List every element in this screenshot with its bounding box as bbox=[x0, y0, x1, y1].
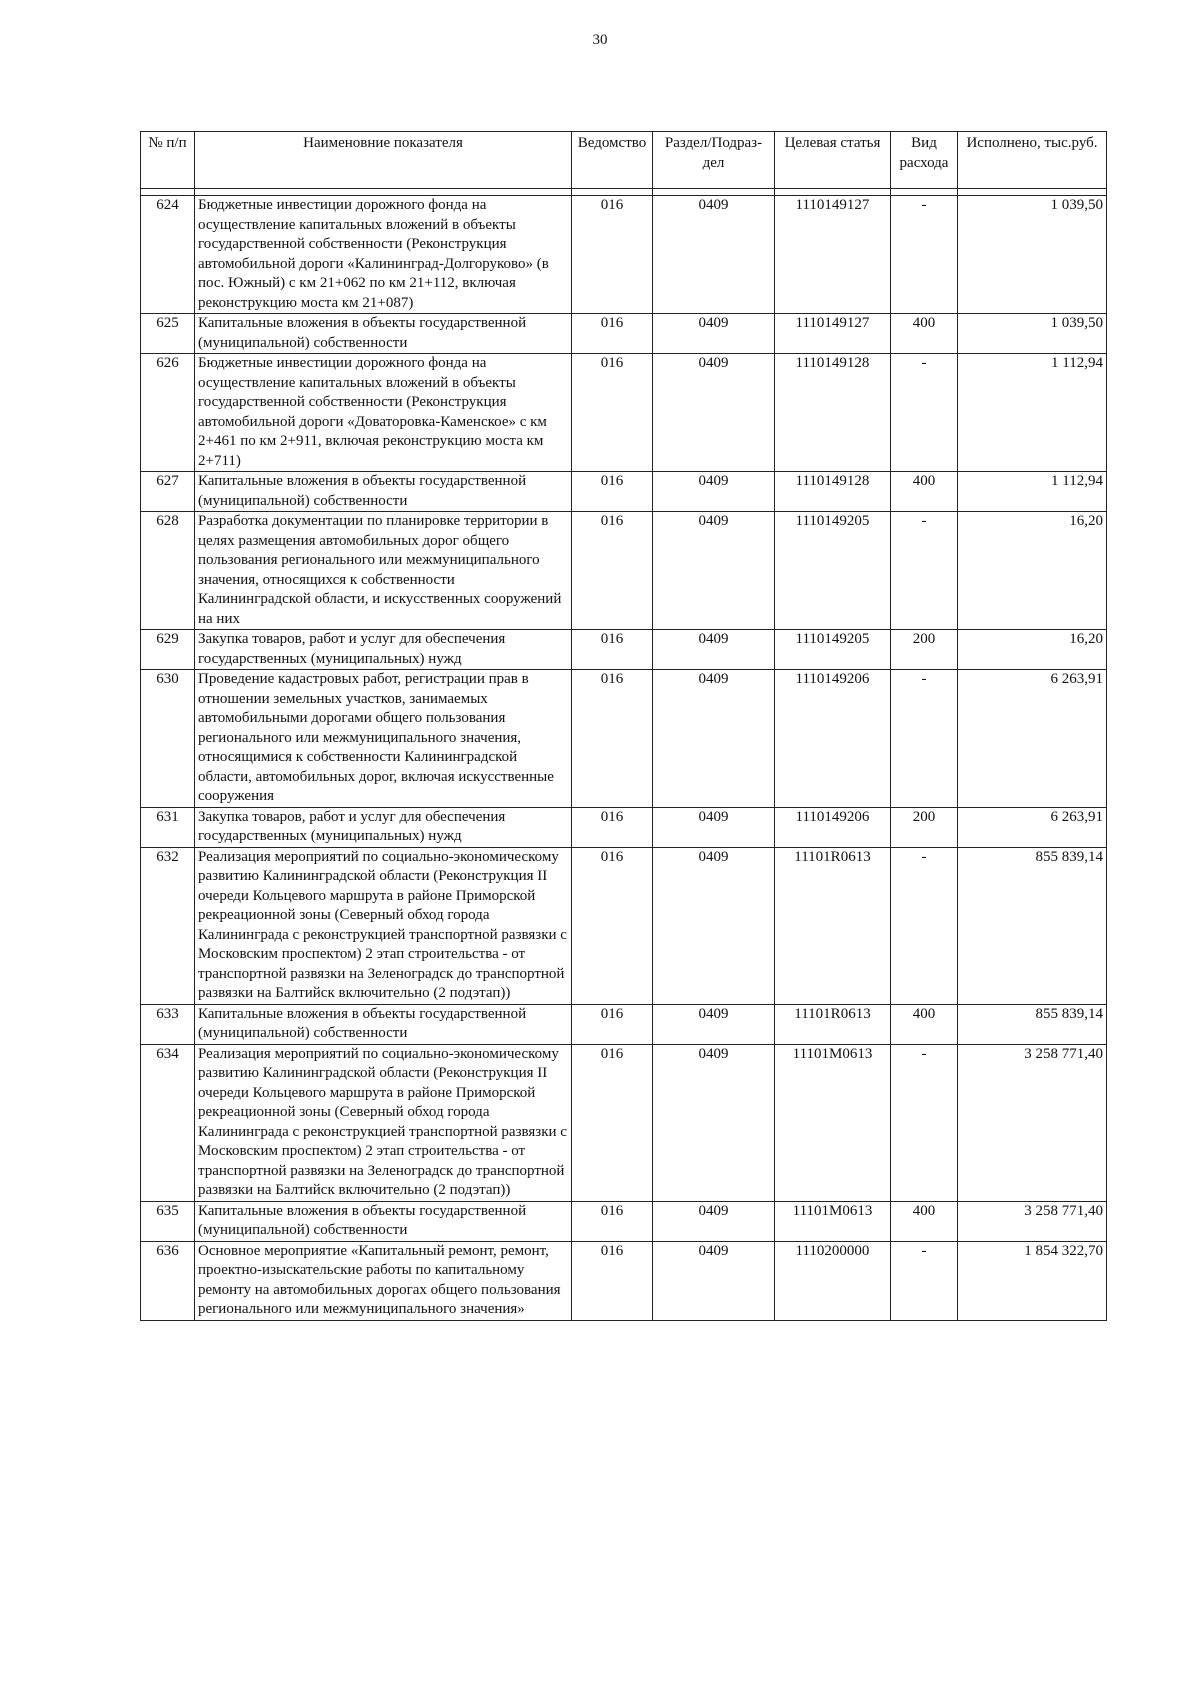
row-target: 11101R0613 bbox=[775, 847, 891, 1004]
table-row bbox=[141, 630, 1107, 670]
row-number: 635 bbox=[141, 1201, 195, 1241]
row-section: 0409 bbox=[653, 1044, 775, 1201]
row-amount: 1 854 322,70 bbox=[958, 1241, 1107, 1320]
row-name: Реализация мероприятий по социально-экономическому развитию Калининградской области (Реконструкция II очереди Кольцевого маршрута в районе Приморской рекреационной зоны (Северный обход города Калининграда с реконструкцией транспортной развязки с Московским проспектом) 2 этап строительства - от транспортной развязки на Зеленоградск до транспортной развязки на Балтийск включительно (2 подэтап)) bbox=[195, 847, 572, 1004]
row-name: Капитальные вложения в объекты государственной (муниципальной) собственности bbox=[195, 472, 572, 512]
row-amount: 3 258 771,40 bbox=[958, 1044, 1107, 1201]
row-target: 1110200000 bbox=[775, 1241, 891, 1320]
budget-table bbox=[140, 131, 1107, 1321]
row-expense-type: 400 bbox=[891, 314, 958, 354]
table-row bbox=[141, 1004, 1107, 1044]
row-section: 0409 bbox=[653, 512, 775, 630]
row-expense-type: - bbox=[891, 1241, 958, 1320]
row-dept: 016 bbox=[572, 354, 653, 472]
table-row bbox=[141, 196, 1107, 314]
row-expense-type: 400 bbox=[891, 472, 958, 512]
row-name: Разработка документации по планировке территории в целях размещения автомобильных дорог общего пользования регионального или межмуниципального значения, относящихся к собственности Калининградской области, и искусственных сооружений на них bbox=[195, 512, 572, 630]
table-row bbox=[141, 1241, 1107, 1320]
row-expense-type: - bbox=[891, 512, 958, 630]
row-dept: 016 bbox=[572, 807, 653, 847]
row-target: 11101M0613 bbox=[775, 1201, 891, 1241]
header-executed: Исполнено, тыс.руб. bbox=[958, 132, 1107, 189]
table-row bbox=[141, 314, 1107, 354]
row-number: 626 bbox=[141, 354, 195, 472]
row-number: 625 bbox=[141, 314, 195, 354]
table-row bbox=[141, 354, 1107, 472]
row-expense-type: 400 bbox=[891, 1004, 958, 1044]
header-name: Наименовние показателя bbox=[195, 132, 572, 189]
row-section: 0409 bbox=[653, 314, 775, 354]
row-amount: 3 258 771,40 bbox=[958, 1201, 1107, 1241]
header-section: Раздел/Подраз-дел bbox=[653, 132, 775, 189]
row-amount: 16,20 bbox=[958, 512, 1107, 630]
row-amount: 6 263,91 bbox=[958, 670, 1107, 808]
row-number: 634 bbox=[141, 1044, 195, 1201]
row-amount: 855 839,14 bbox=[958, 1004, 1107, 1044]
table-row bbox=[141, 807, 1107, 847]
row-expense-type: 200 bbox=[891, 807, 958, 847]
row-section: 0409 bbox=[653, 1004, 775, 1044]
row-dept: 016 bbox=[572, 1004, 653, 1044]
table-row bbox=[141, 472, 1107, 512]
row-section: 0409 bbox=[653, 1241, 775, 1320]
table-row bbox=[141, 847, 1107, 1004]
row-expense-type: - bbox=[891, 847, 958, 1004]
row-number: 632 bbox=[141, 847, 195, 1004]
row-amount: 16,20 bbox=[958, 630, 1107, 670]
row-target: 1110149127 bbox=[775, 314, 891, 354]
row-target: 1110149127 bbox=[775, 196, 891, 314]
row-number: 628 bbox=[141, 512, 195, 630]
row-target: 1110149206 bbox=[775, 807, 891, 847]
row-name: Бюджетные инвестиции дорожного фонда на осуществление капитальных вложений в объекты государственной собственности (Реконструкция автомобильной дороги «Калининград-Долгоруково» (в пос. Южный) с км 21+062 по км 21+112, включая реконструкцию моста км 21+087) bbox=[195, 196, 572, 314]
row-target: 1110149205 bbox=[775, 630, 891, 670]
page-number: 30 bbox=[592, 32, 608, 48]
row-name: Капитальные вложения в объекты государственной (муниципальной) собственности bbox=[195, 1201, 572, 1241]
row-name: Капитальные вложения в объекты государственной (муниципальной) собственности bbox=[195, 314, 572, 354]
row-amount: 1 039,50 bbox=[958, 196, 1107, 314]
row-name: Проведение кадастровых работ, регистрации прав в отношении земельных участков, занимаемых автомобильными дорогами общего пользования регионального или межмуниципального значения, относящимися к собственности Калининградской области, автомобильных дорог, включая искусственные сооружения bbox=[195, 670, 572, 808]
row-expense-type: - bbox=[891, 196, 958, 314]
row-expense-type: - bbox=[891, 354, 958, 472]
row-name: Основное мероприятие «Капитальный ремонт, ремонт, проектно-изыскательские работы по капитальному ремонту на автомобильных дорогах общего пользования регионального или межмуниципального значения» bbox=[195, 1241, 572, 1320]
row-number: 631 bbox=[141, 807, 195, 847]
row-dept: 016 bbox=[572, 670, 653, 808]
row-section: 0409 bbox=[653, 670, 775, 808]
row-dept: 016 bbox=[572, 512, 653, 630]
table-row bbox=[141, 512, 1107, 630]
row-number: 627 bbox=[141, 472, 195, 512]
row-name: Реализация мероприятий по социально-экономическому развитию Калининградской области (Реконструкция II очереди Кольцевого маршрута в районе Приморской рекреационной зоны (Северный обход города Калининграда с реконструкцией транспортной развязки с Московским проспектом) 2 этап строительства - от транспортной развязки на Зеленоградск до транспортной развязки на Балтийск включительно (2 подэтап)) bbox=[195, 1044, 572, 1201]
row-section: 0409 bbox=[653, 630, 775, 670]
header-expense-type: Вид расхода bbox=[891, 132, 958, 189]
row-number: 629 bbox=[141, 630, 195, 670]
row-dept: 016 bbox=[572, 472, 653, 512]
row-dept: 016 bbox=[572, 630, 653, 670]
row-section: 0409 bbox=[653, 196, 775, 314]
row-number: 633 bbox=[141, 1004, 195, 1044]
row-dept: 016 bbox=[572, 1201, 653, 1241]
row-amount: 1 039,50 bbox=[958, 314, 1107, 354]
row-target: 1110149128 bbox=[775, 354, 891, 472]
row-target: 1110149128 bbox=[775, 472, 891, 512]
row-name: Бюджетные инвестиции дорожного фонда на осуществление капитальных вложений в объекты государственной собственности (Реконструкция автомобильной дороги «Доваторовка-Каменское» с км 2+461 по км 2+911, включая реконструкцию моста км 2+711) bbox=[195, 354, 572, 472]
row-dept: 016 bbox=[572, 1044, 653, 1201]
row-expense-type: - bbox=[891, 1044, 958, 1201]
row-dept: 016 bbox=[572, 196, 653, 314]
header-num: № п/п bbox=[141, 132, 195, 189]
row-amount: 855 839,14 bbox=[958, 847, 1107, 1004]
row-target: 1110149205 bbox=[775, 512, 891, 630]
row-section: 0409 bbox=[653, 1201, 775, 1241]
table-row bbox=[141, 1201, 1107, 1241]
row-dept: 016 bbox=[572, 847, 653, 1004]
row-number: 624 bbox=[141, 196, 195, 314]
header-dept: Ведомство bbox=[572, 132, 653, 189]
row-amount: 6 263,91 bbox=[958, 807, 1107, 847]
row-expense-type: 400 bbox=[891, 1201, 958, 1241]
table-body bbox=[141, 196, 1107, 1321]
row-dept: 016 bbox=[572, 314, 653, 354]
row-section: 0409 bbox=[653, 472, 775, 512]
header-spacer-row bbox=[141, 189, 1107, 196]
row-section: 0409 bbox=[653, 354, 775, 472]
table-row bbox=[141, 1044, 1107, 1201]
row-dept: 016 bbox=[572, 1241, 653, 1320]
row-amount: 1 112,94 bbox=[958, 354, 1107, 472]
row-target: 1110149206 bbox=[775, 670, 891, 808]
table-header-row bbox=[141, 132, 1107, 189]
row-expense-type: - bbox=[891, 670, 958, 808]
row-target: 11101R0613 bbox=[775, 1004, 891, 1044]
table-row bbox=[141, 670, 1107, 808]
row-amount: 1 112,94 bbox=[958, 472, 1107, 512]
row-expense-type: 200 bbox=[891, 630, 958, 670]
row-target: 11101M0613 bbox=[775, 1044, 891, 1201]
row-number: 630 bbox=[141, 670, 195, 808]
row-section: 0409 bbox=[653, 807, 775, 847]
row-name: Закупка товаров, работ и услуг для обеспечения государственных (муниципальных) нужд bbox=[195, 630, 572, 670]
row-name: Закупка товаров, работ и услуг для обеспечения государственных (муниципальных) нужд bbox=[195, 807, 572, 847]
row-section: 0409 bbox=[653, 847, 775, 1004]
row-name: Капитальные вложения в объекты государственной (муниципальной) собственности bbox=[195, 1004, 572, 1044]
row-number: 636 bbox=[141, 1241, 195, 1320]
header-target: Целевая статья bbox=[775, 132, 891, 189]
